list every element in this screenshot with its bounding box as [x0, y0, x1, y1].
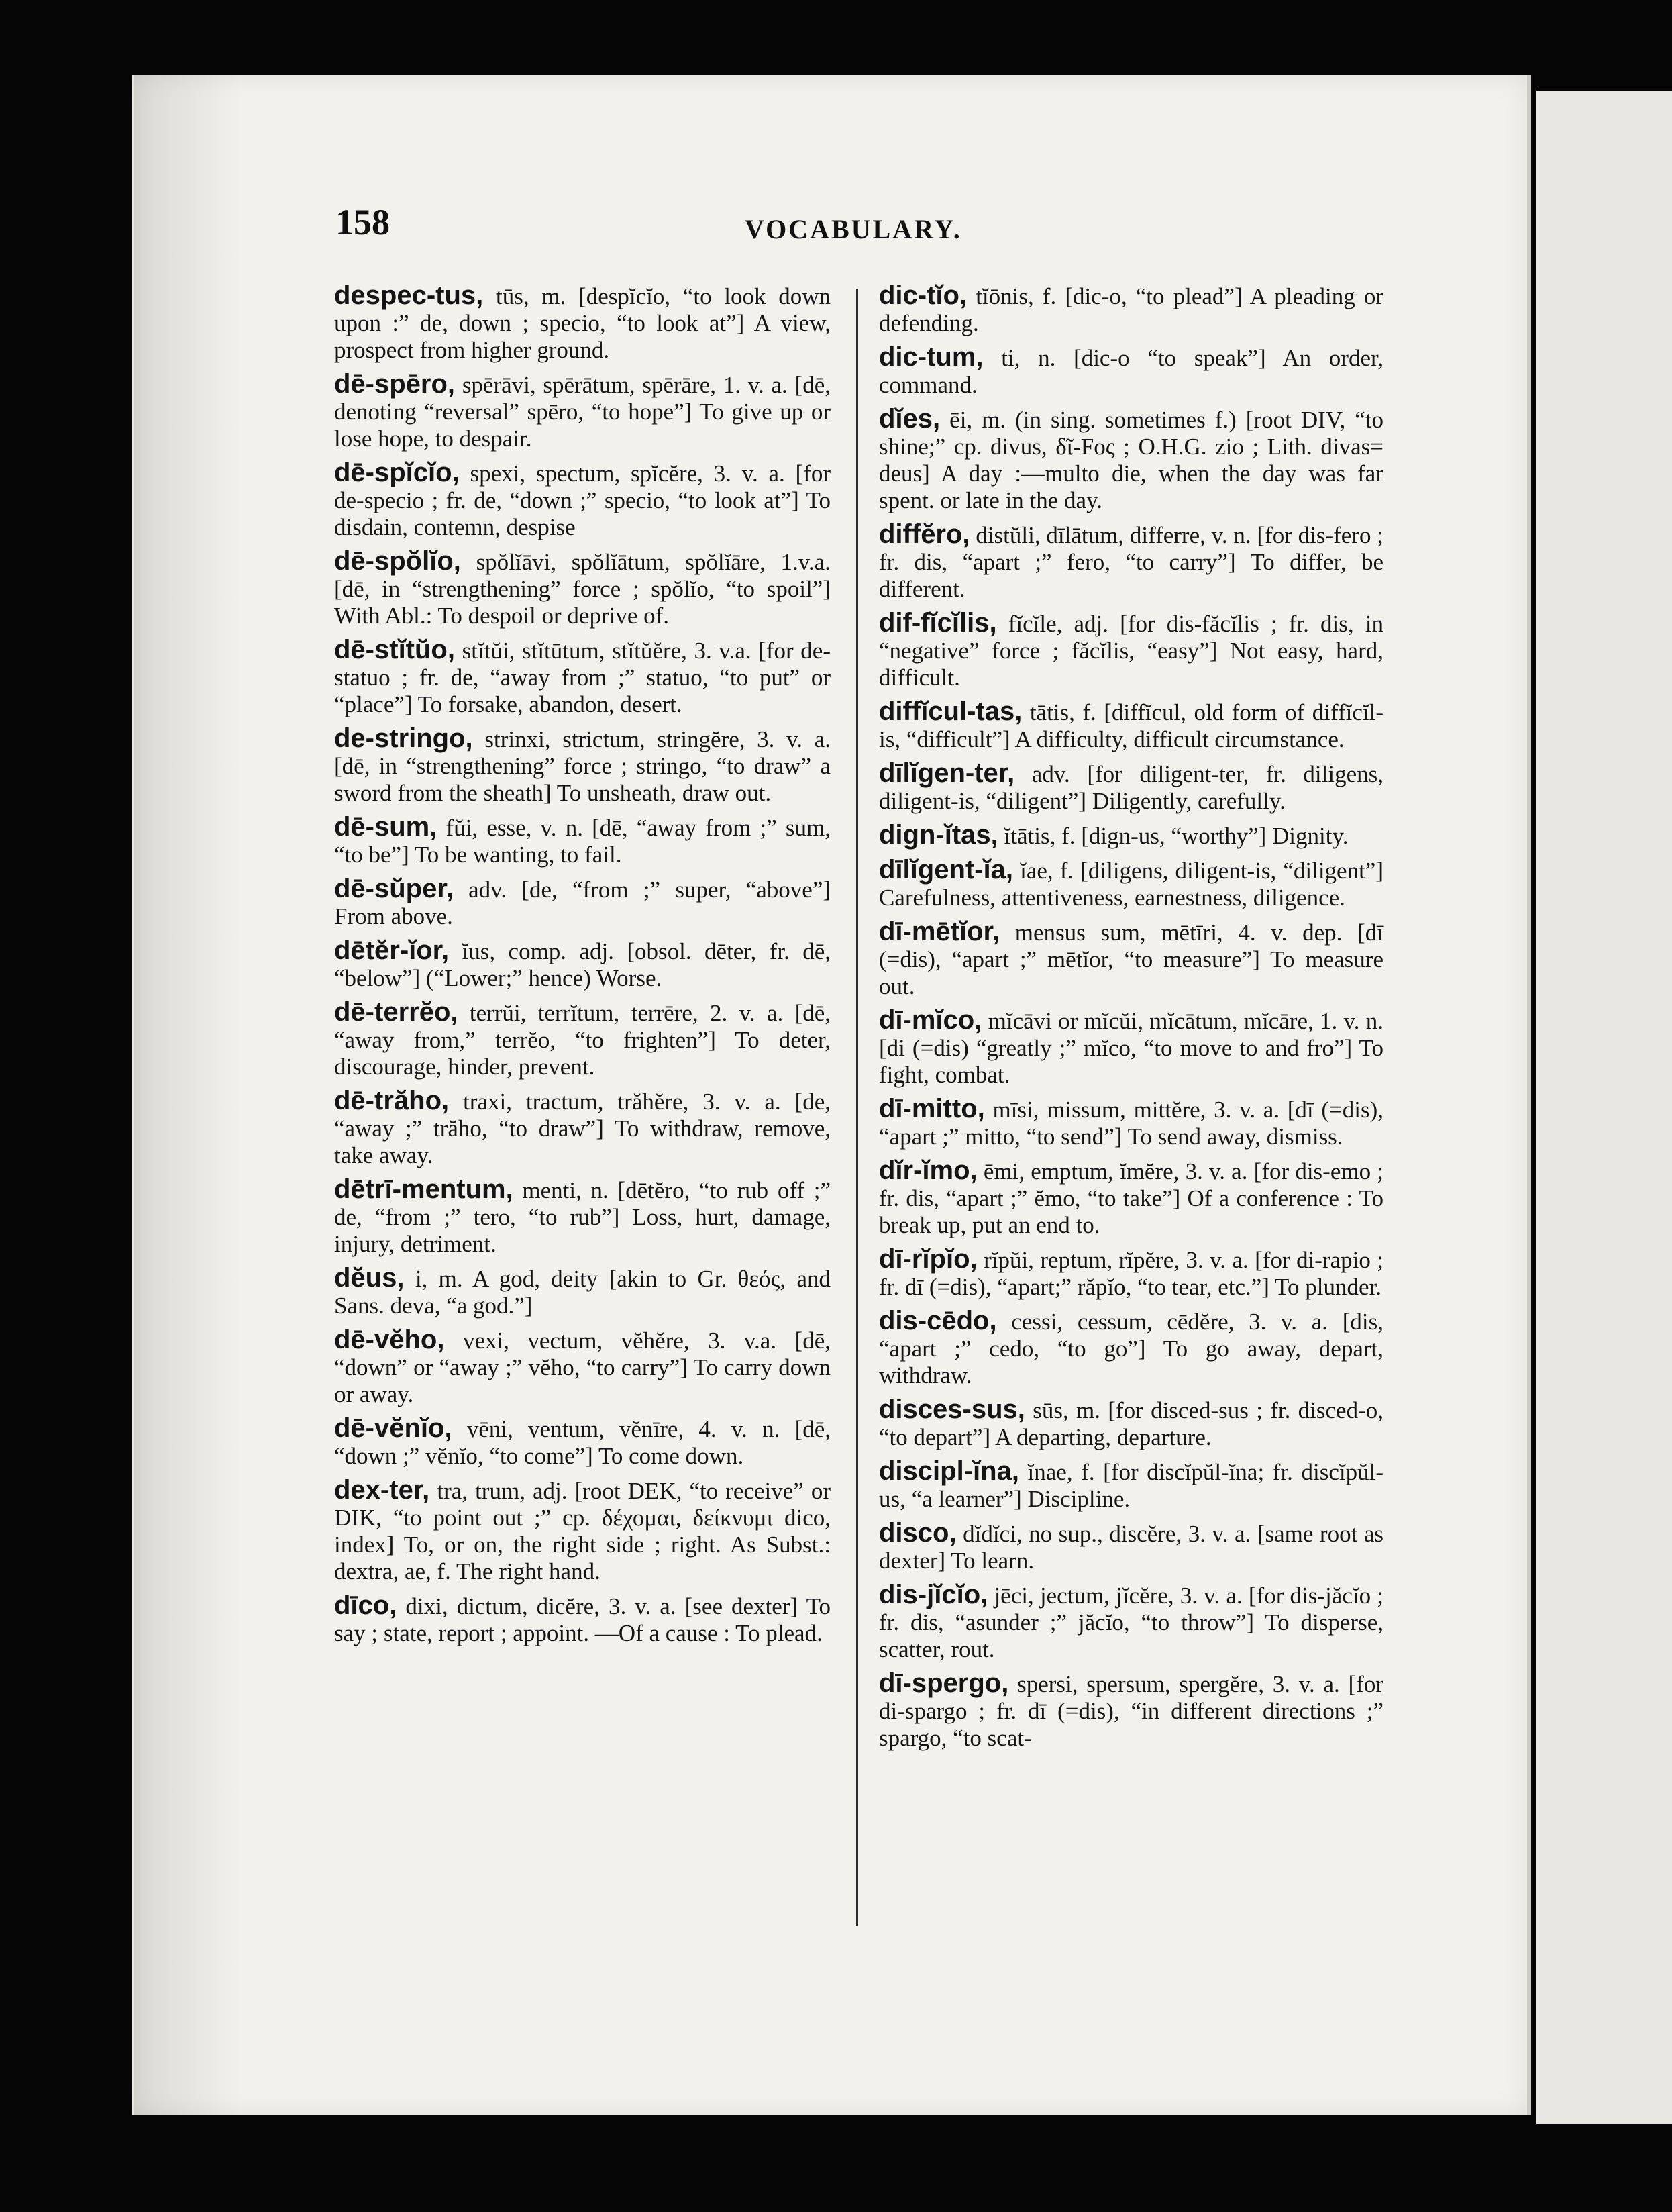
dictionary-entry	[879, 760, 1383, 815]
facing-page-edge	[1536, 91, 1672, 2124]
entry-headword: dē-spŏlĭo,	[334, 546, 461, 576]
entry-definition: ĭnae, f. [for discĭpŭl-ĭna; fr. discĭpŭl-us, “a learner”] Discipline.	[879, 1459, 1383, 1512]
dictionary-entry	[879, 821, 1383, 850]
entry-headword: dĭr-ĭmo,	[879, 1156, 978, 1185]
dictionary-entry	[334, 937, 831, 992]
entry-definition: adv. [de, “from ;” super, “above”] From above.	[334, 876, 831, 929]
dictionary-entry	[334, 813, 831, 868]
entry-headword: dē-vĕnĭo,	[334, 1413, 452, 1443]
page-gutter-shadow	[134, 75, 242, 2115]
entry-definition: ēmi, emptum, ĭmĕre, 3. v. a. [for dis-emo ; fr. dis, “apart ;” ĕmo, “to take”] Of a conference : To break up, put an end to.	[879, 1158, 1384, 1238]
entry-headword: dic-tĭo,	[879, 281, 968, 310]
entry-definition: menti, n. [dētĕro, “to rub off ;” de, “from ;” tero, “to rub”] Loss, hurt, damage, injury, detriment.	[334, 1177, 831, 1257]
entry-definition: vexi, vectum, vĕhĕre, 3. v.a. [dē, “down” or “away ;” vĕho, “to carry”] To carry down or away.	[334, 1327, 831, 1407]
entry-definition: spŏlĭāvi, spŏlĭātum, spŏlĭāre, 1.v.a. [dē, in “strengthening” force ; spŏlĭo, “to spoil”] With Abl.: To despoil or deprive of.	[334, 549, 831, 629]
entry-headword: disces-sus,	[879, 1395, 1025, 1424]
entry-headword: dex-ter,	[334, 1475, 430, 1505]
dictionary-entry	[334, 1087, 831, 1169]
entry-headword: dĭes,	[879, 404, 941, 434]
entry-definition: terrŭi, terrĭtum, terrēre, 2. v. a. [dē, “away from,” terrĕo, “to frighten”] To deter, discourage, hinder, prevent.	[334, 1000, 831, 1080]
entry-definition: ēi, m. (in sing. sometimes f.) [root DIV, “to shine;” cp. divus, δῖ-Fος ; O.H.G. zio ; Lith. divas= deus] A day :—multo die, when the day was far spent. or late in the day.	[879, 407, 1384, 513]
dictionary-entry	[334, 636, 831, 718]
dictionary-entry	[879, 1670, 1383, 1752]
entry-headword: diffĭcul-tas,	[879, 697, 1023, 726]
entry-headword: dī-mitto,	[879, 1094, 985, 1123]
entry-definition: i, m. A god, deity [akin to Gr. θεός, and Sans. deva, “a god.”]	[334, 1266, 831, 1319]
entry-definition: ti, n. [dic-o “to speak”] An order, command.	[879, 345, 1384, 398]
entry-definition: dĭdĭci, no sup., discĕre, 3. v. a. [same root as dexter] To learn.	[879, 1521, 1383, 1574]
entry-definition: tĭōnis, f. [dic-o, “to plead”] A pleading or defending.	[879, 283, 1383, 336]
entry-definition: jēci, jectum, jĭcĕre, 3. v. a. [for dis-jăcĭo ; fr. dis, “asunder ;” jăcĭo, “to throw”] To disperse, scatter, rout.	[879, 1582, 1384, 1662]
entry-definition: spērāvi, spērātum, spērāre, 1. v. a. [dē, denoting “reversal” spēro, “to hope”] To give up or lose hope, to despair.	[334, 372, 831, 452]
dictionary-entry	[334, 548, 831, 630]
entry-definition: spersi, spersum, spergĕre, 3. v. a. [for di-spargo ; fr. dī (=dis), “in different directions ;” spargo, “to scat-	[879, 1671, 1383, 1751]
dictionary-entry	[879, 282, 1383, 337]
entry-headword: dē-spēro,	[334, 369, 456, 399]
entry-definition: fĭcĭle, adj. [for dis-făcĭlis ; fr. dis, in “negative” force ; făcĭlis, “easy”] Not easy, hard, difficult.	[879, 611, 1384, 691]
entry-definition: ĭus, comp. adj. [obsol. dēter, fr. dē, “below”] (“Lower;” hence) Worse.	[334, 938, 831, 991]
entry-headword: dē-trăho,	[334, 1086, 450, 1115]
dictionary-entry	[879, 521, 1383, 603]
entry-headword: disco,	[879, 1518, 957, 1548]
dictionary-entry	[334, 1176, 831, 1258]
entry-definition: mensus sum, mētīri, 4. v. dep. [dī (=dis), “apart ;” mētĭor, “to measure”] To measure out.	[879, 919, 1383, 999]
entry-headword: dif-fĭcĭlis,	[879, 608, 997, 638]
entry-definition: traxi, tractum, trăhĕre, 3. v. a. [de, “away ;” trăho, “to draw”] To withdraw, remove, take away.	[334, 1089, 831, 1168]
page-number: 158	[335, 202, 390, 242]
entry-definition: strinxi, strictum, stringĕre, 3. v. a. [dē, in “strengthening” force ; stringo, “to draw” a sword from the sheath] To unsheath, draw out.	[334, 726, 831, 806]
entry-definition: mīsi, missum, mittĕre, 3. v. a. [dī (=dis), “apart ;” mitto, “to send”] To send away, dismiss.	[879, 1097, 1384, 1150]
entry-definition: stĭtŭi, stĭtūtum, stĭtŭĕre, 3. v.a. [for de-statuo ; fr. de, “away from ;” statuo, “to put” or “place”] To forsake, abandon, desert.	[334, 638, 831, 717]
dictionary-entry	[879, 1157, 1383, 1239]
dictionary-entry	[879, 344, 1383, 399]
dictionary-entry	[334, 999, 831, 1080]
entry-headword: dīlĭgen-ter,	[879, 758, 1015, 788]
entry-definition: ĭae, f. [diligens, diligent-is, “diligent”] Carefulness, attentiveness, earnestness, diligence.	[879, 858, 1383, 911]
entry-headword: discipl-ĭna,	[879, 1456, 1019, 1486]
dictionary-entry	[879, 1246, 1383, 1301]
dictionary-entry	[879, 1581, 1383, 1663]
dictionary-entry	[879, 1307, 1383, 1389]
dictionary-entry	[879, 856, 1383, 911]
dictionary-entry	[879, 405, 1383, 514]
entry-definition: sūs, m. [for disced-sus ; fr. disced-o, “to depart”] A departing, departure.	[879, 1397, 1383, 1450]
entry-headword: de-stringo,	[334, 723, 473, 753]
dictionary-entry	[879, 609, 1383, 691]
dictionary-entry	[334, 1592, 831, 1647]
entry-headword: diffĕro,	[879, 519, 970, 549]
entry-definition: vēni, ventum, vĕnīre, 4. v. n. [dē, “down ;” vĕnĭo, “to come”] To come down.	[334, 1416, 831, 1469]
dictionary-entry	[879, 1007, 1383, 1089]
entry-headword: dĕus,	[334, 1263, 405, 1293]
dictionary-entry	[879, 1519, 1383, 1574]
entry-definition: tātis, f. [diffĭcul, old form of diffĭcĭl-is, “difficult”] A difficulty, difficult circumstance.	[879, 699, 1384, 752]
entry-headword: dīco,	[334, 1591, 397, 1620]
right-column	[879, 282, 1383, 1758]
entry-definition: tra, trum, adj. [root DEK, “to receive” or DIK, “to point out ;” cp. δέχομαι, δείκνυμι dico, index] To, or on, the right side ; right. As Subst.: dextra, ae, f. The right hand.	[334, 1478, 831, 1585]
entry-definition: spexi, spectum, spĭcĕre, 3. v. a. [for de-specio ; fr. de, “down ;” specio, “to look at”] To disdain, contemn, despise	[334, 460, 831, 540]
entry-definition: mĭcāvi or mĭcŭi, mĭcātum, mĭcāre, 1. v. n. [di (=dis) “greatly ;” mĭco, “to move to and fro”] To fight, combat.	[879, 1008, 1384, 1088]
dictionary-entry	[334, 1326, 831, 1408]
dictionary-entry	[334, 875, 831, 930]
entry-definition: cessi, cessum, cēdĕre, 3. v. a. [dis, “apart ;” cedo, “to go”] To go away, depart, withdraw.	[879, 1309, 1383, 1389]
dictionary-entry	[879, 698, 1383, 753]
entry-headword: dē-sum,	[334, 812, 437, 842]
entry-definition: distŭli, dīlātum, differre, v. n. [for dis-fero ; fr. dis, “apart ;” fero, “to carry”] To differ, be different.	[879, 522, 1383, 602]
dictionary-entry	[334, 725, 831, 807]
entry-headword: dī-rĭpĭo,	[879, 1244, 978, 1274]
entry-headword: dic-tum,	[879, 342, 984, 372]
entry-headword: dētĕr-ĭor,	[334, 936, 450, 965]
entry-definition: ĭtātis, f. [dign-us, “worthy”] Dignity.	[1004, 823, 1349, 849]
dictionary-entry	[334, 370, 831, 452]
entry-headword: dīlĭgent-ĭa,	[879, 855, 1013, 885]
dictionary-entry	[334, 282, 831, 364]
dictionary-entry	[334, 1415, 831, 1470]
dictionary-entry	[334, 1476, 831, 1585]
running-head: VOCABULARY.	[745, 214, 962, 244]
entry-headword: dign-ĭtas,	[879, 820, 998, 850]
dictionary-entry	[879, 1396, 1383, 1451]
dictionary-entry	[879, 918, 1383, 1000]
entry-headword: dē-terrĕo,	[334, 997, 458, 1027]
entry-definition: tūs, m. [despĭcĭo, “to look down upon :” de, down ; specio, “to look at”] A view, prospect from higher ground.	[334, 283, 831, 363]
dictionary-entry	[879, 1095, 1383, 1150]
entry-headword: dē-stĭtŭo,	[334, 635, 455, 664]
entry-headword: dī-spergo,	[879, 1668, 1009, 1698]
entry-headword: dī-mētĭor,	[879, 917, 1000, 946]
entry-headword: dis-jĭcĭo,	[879, 1580, 988, 1609]
entry-definition: fŭi, esse, v. n. [dē, “away from ;” sum, “to be”] To be wanting, to fail.	[334, 815, 831, 868]
entry-headword: despec-tus,	[334, 281, 484, 310]
entry-definition: dixi, dictum, dicĕre, 3. v. a. [see dexter] To say ; state, report ; appoint. —Of a cause : To plead.	[334, 1593, 831, 1646]
dictionary-entry	[334, 459, 831, 541]
entry-headword: dē-spĭcĭo,	[334, 458, 460, 487]
entry-headword: dē-vĕho,	[334, 1325, 445, 1354]
entry-headword: dētrī-mentum,	[334, 1174, 513, 1204]
left-column	[334, 282, 831, 1654]
entry-definition: rĭpŭi, reptum, rĭpĕre, 3. v. a. [for di-rapio ; fr. dī (=dis), “apart;” răpĭo, “to tear, etc.”] To plunder.	[879, 1247, 1384, 1300]
entry-headword: dē-sŭper,	[334, 874, 454, 903]
dictionary-entry	[879, 1458, 1383, 1513]
column-divider	[856, 289, 858, 1926]
dictionary-entry	[334, 1264, 831, 1319]
entry-definition: adv. [for diligent-ter, fr. diligens, diligent-is, “diligent”] Diligently, carefully.	[879, 761, 1383, 814]
entry-headword: dis-cēdo,	[879, 1306, 997, 1336]
entry-headword: dī-mĭco,	[879, 1005, 982, 1035]
